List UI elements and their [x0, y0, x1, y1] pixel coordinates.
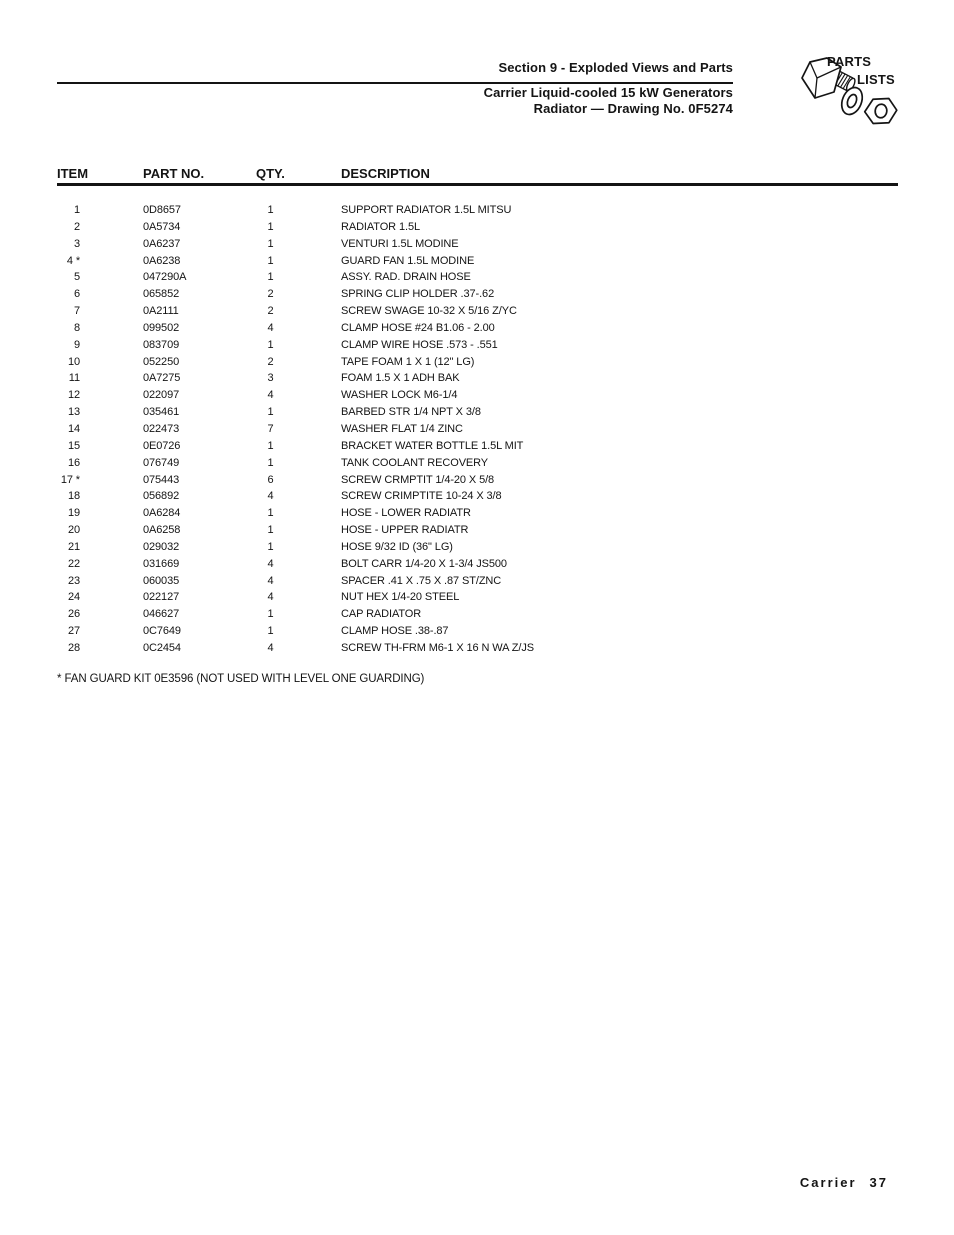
- quantity: 1: [267, 254, 274, 267]
- part-number: 076749: [143, 456, 180, 469]
- quantity: 1: [267, 625, 274, 638]
- column-header-qty: QTY.: [256, 166, 285, 181]
- footer-brand: Carrier: [799, 1175, 857, 1190]
- table-row: [0, 472, 954, 489]
- item-number: 2: [73, 220, 80, 233]
- table-row: [0, 623, 954, 640]
- table-row: [0, 505, 954, 522]
- table-row: [0, 488, 954, 505]
- table-row: [0, 556, 954, 573]
- part-description: HOSE - UPPER RADIATR: [341, 524, 469, 537]
- quantity: 4: [267, 490, 274, 503]
- part-number: 022473: [143, 422, 180, 435]
- part-description: CLAMP HOSE .38-.87: [341, 625, 449, 638]
- table-row: [0, 404, 954, 421]
- quantity: 2: [267, 305, 274, 318]
- table-row: [0, 219, 954, 236]
- item-number: 20: [67, 524, 80, 537]
- part-number: 035461: [143, 406, 180, 419]
- page-footer: [800, 1176, 888, 1189]
- part-number: 0C7649: [143, 625, 181, 638]
- item-number: 7: [73, 305, 80, 318]
- part-description: BRACKET WATER BOTTLE 1.5L MIT: [341, 439, 524, 452]
- item-number: 4 *: [66, 254, 80, 267]
- table-row: [0, 606, 954, 623]
- part-number: 0D8657: [143, 204, 181, 216]
- part-number: 029032: [143, 540, 180, 553]
- header-divider: [57, 82, 733, 84]
- table-row: [0, 354, 954, 371]
- item-number: 13: [67, 406, 80, 419]
- table-row: [0, 202, 954, 219]
- part-description: ASSY. RAD. DRAIN HOSE: [341, 271, 471, 284]
- part-description: TAPE FOAM 1 X 1 (12" LG): [341, 355, 475, 368]
- item-number: 15: [67, 439, 80, 452]
- quantity: 3: [267, 372, 274, 385]
- table-row: [0, 236, 954, 253]
- quantity: 7: [267, 422, 274, 435]
- part-description: SPACER .41 X .75 X .87 ST/ZNC: [341, 574, 502, 587]
- part-number: 0A2111: [143, 305, 179, 318]
- part-description: BOLT CARR 1/4-20 X 1-3/4 JS500: [341, 557, 507, 570]
- quantity: 4: [267, 574, 274, 587]
- item-number: 11: [68, 372, 80, 385]
- part-description: HOSE - LOWER RADIATR: [341, 507, 471, 520]
- part-number: 0A7275: [143, 372, 181, 385]
- part-number: 052250: [143, 355, 180, 368]
- quantity: 1: [267, 507, 274, 520]
- quantity: 4: [267, 641, 274, 654]
- table-header-divider: [57, 183, 898, 186]
- item-number: 9: [73, 338, 80, 351]
- table-row: [0, 303, 954, 320]
- part-number: 031669: [143, 557, 180, 570]
- part-number: 022127: [143, 591, 180, 604]
- footer-page-number: 37: [869, 1175, 888, 1190]
- table-row: [0, 455, 954, 472]
- part-description: WASHER LOCK M6-1/4: [341, 389, 458, 402]
- table-row: [0, 286, 954, 303]
- part-description: SCREW TH-FRM M6-1 X 16 N WA Z/JS: [341, 641, 534, 654]
- table-row: [0, 640, 954, 657]
- table-row: [0, 387, 954, 404]
- part-description: SCREW CRIMPTITE 10-24 X 3/8: [341, 490, 502, 503]
- quantity: 2: [267, 355, 274, 368]
- part-description: RADIATOR 1.5L: [341, 220, 420, 233]
- logo-word-parts: PARTS: [827, 54, 872, 69]
- table-row: [0, 522, 954, 539]
- part-number: 0A6237: [143, 237, 181, 250]
- table-row: [0, 589, 954, 606]
- quantity: 4: [267, 389, 274, 402]
- part-description: GUARD FAN 1.5L MODINE: [341, 254, 475, 267]
- table-row: [0, 253, 954, 270]
- part-description: CAP RADIATOR: [341, 608, 422, 621]
- table-row: [0, 421, 954, 438]
- quantity: 4: [267, 557, 274, 570]
- part-number: 099502: [143, 321, 180, 334]
- part-number: 0A6284: [143, 507, 181, 520]
- part-description: FOAM 1.5 X 1 ADH BAK: [341, 372, 460, 385]
- item-number: 14: [67, 422, 80, 435]
- item-number: 12: [67, 389, 80, 402]
- part-number: 0C2454: [143, 641, 181, 654]
- table-row: [0, 269, 954, 286]
- table-row: [0, 320, 954, 337]
- part-description: SUPPORT RADIATOR 1.5L MITSU: [341, 204, 512, 216]
- quantity: 1: [267, 540, 274, 553]
- part-description: TANK COOLANT RECOVERY: [341, 456, 489, 469]
- part-number: 022097: [143, 389, 180, 402]
- header-subtitle-drawing: Radiator — Drawing No. 0F5274: [533, 101, 733, 116]
- item-number: 24: [67, 591, 80, 604]
- part-description: BARBED STR 1/4 NPT X 3/8: [341, 406, 481, 419]
- item-number: 1: [73, 204, 80, 216]
- header-subtitle-generators: Carrier Liquid-cooled 15 kW Generators: [483, 85, 733, 100]
- quantity: 1: [267, 204, 274, 216]
- item-number: 27: [67, 625, 80, 638]
- item-number: 22: [67, 557, 80, 570]
- quantity: 1: [267, 608, 274, 621]
- item-number: 10: [67, 355, 80, 368]
- item-number: 28: [67, 641, 80, 654]
- part-description: NUT HEX 1/4-20 STEEL: [341, 591, 460, 604]
- quantity: 1: [267, 439, 274, 452]
- part-description: SPRING CLIP HOLDER .37-.62: [341, 288, 495, 301]
- part-number: 0A5734: [143, 220, 181, 233]
- quantity: 1: [267, 237, 274, 250]
- part-description: HOSE 9/32 ID (36" LG): [341, 540, 453, 553]
- table-row: [0, 573, 954, 590]
- quantity: 1: [267, 271, 274, 284]
- quantity: 6: [267, 473, 274, 486]
- part-number: 046627: [143, 608, 180, 621]
- item-number: 16: [67, 456, 80, 469]
- quantity: 1: [267, 406, 274, 419]
- part-description: VENTURI 1.5L MODINE: [341, 237, 459, 250]
- column-header-part-no: PART NO.: [143, 166, 205, 181]
- quantity: 1: [267, 338, 274, 351]
- part-description: SCREW CRMPTIT 1/4-20 X 5/8: [341, 473, 495, 486]
- parts-lists-logo: [796, 45, 916, 140]
- item-number: 21: [67, 540, 80, 553]
- table-row: [0, 539, 954, 556]
- part-number: 060035: [143, 574, 180, 587]
- column-header-item: ITEM: [57, 166, 89, 181]
- fan-guard-footnote: * FAN GUARD KIT 0E3596 (NOT USED WITH LEVEL ONE GUARDING): [57, 673, 425, 685]
- part-number: 0E0726: [143, 439, 181, 452]
- item-number: 8: [73, 321, 80, 334]
- item-number: 19: [67, 507, 80, 520]
- part-number: 065852: [143, 288, 180, 301]
- parts-table-body: [0, 202, 954, 657]
- part-number: 0A6238: [143, 254, 181, 267]
- table-row: [0, 337, 954, 354]
- part-number: 075443: [143, 473, 180, 486]
- item-number: 18: [67, 490, 80, 503]
- item-number: 6: [73, 288, 80, 301]
- item-number: 5: [73, 271, 80, 284]
- column-header-description: DESCRIPTION: [341, 166, 430, 181]
- item-number: 3: [73, 237, 80, 250]
- quantity: 1: [267, 456, 274, 469]
- table-row: [0, 370, 954, 387]
- item-number: 17 *: [60, 473, 80, 486]
- quantity: 2: [267, 288, 274, 301]
- quantity: 1: [267, 220, 274, 233]
- part-number: 0A6258: [143, 524, 181, 537]
- part-number: 056892: [143, 490, 180, 503]
- section-title: Section 9 - Exploded Views and Parts: [498, 60, 733, 75]
- part-description: WASHER FLAT 1/4 ZINC: [341, 422, 463, 435]
- part-description: SCREW SWAGE 10-32 X 5/16 Z/YC: [341, 305, 517, 318]
- table-row: [0, 438, 954, 455]
- quantity: 1: [267, 524, 274, 537]
- quantity: 4: [267, 591, 274, 604]
- part-description: CLAMP HOSE #24 B1.06 - 2.00: [341, 321, 495, 334]
- part-description: CLAMP WIRE HOSE .573 - .551: [341, 338, 498, 351]
- part-number: 047290A: [143, 271, 187, 284]
- item-number: 26: [67, 608, 80, 621]
- part-number: 083709: [143, 338, 180, 351]
- quantity: 4: [267, 321, 274, 334]
- logo-word-lists: LISTS: [857, 72, 895, 87]
- item-number: 23: [67, 574, 80, 587]
